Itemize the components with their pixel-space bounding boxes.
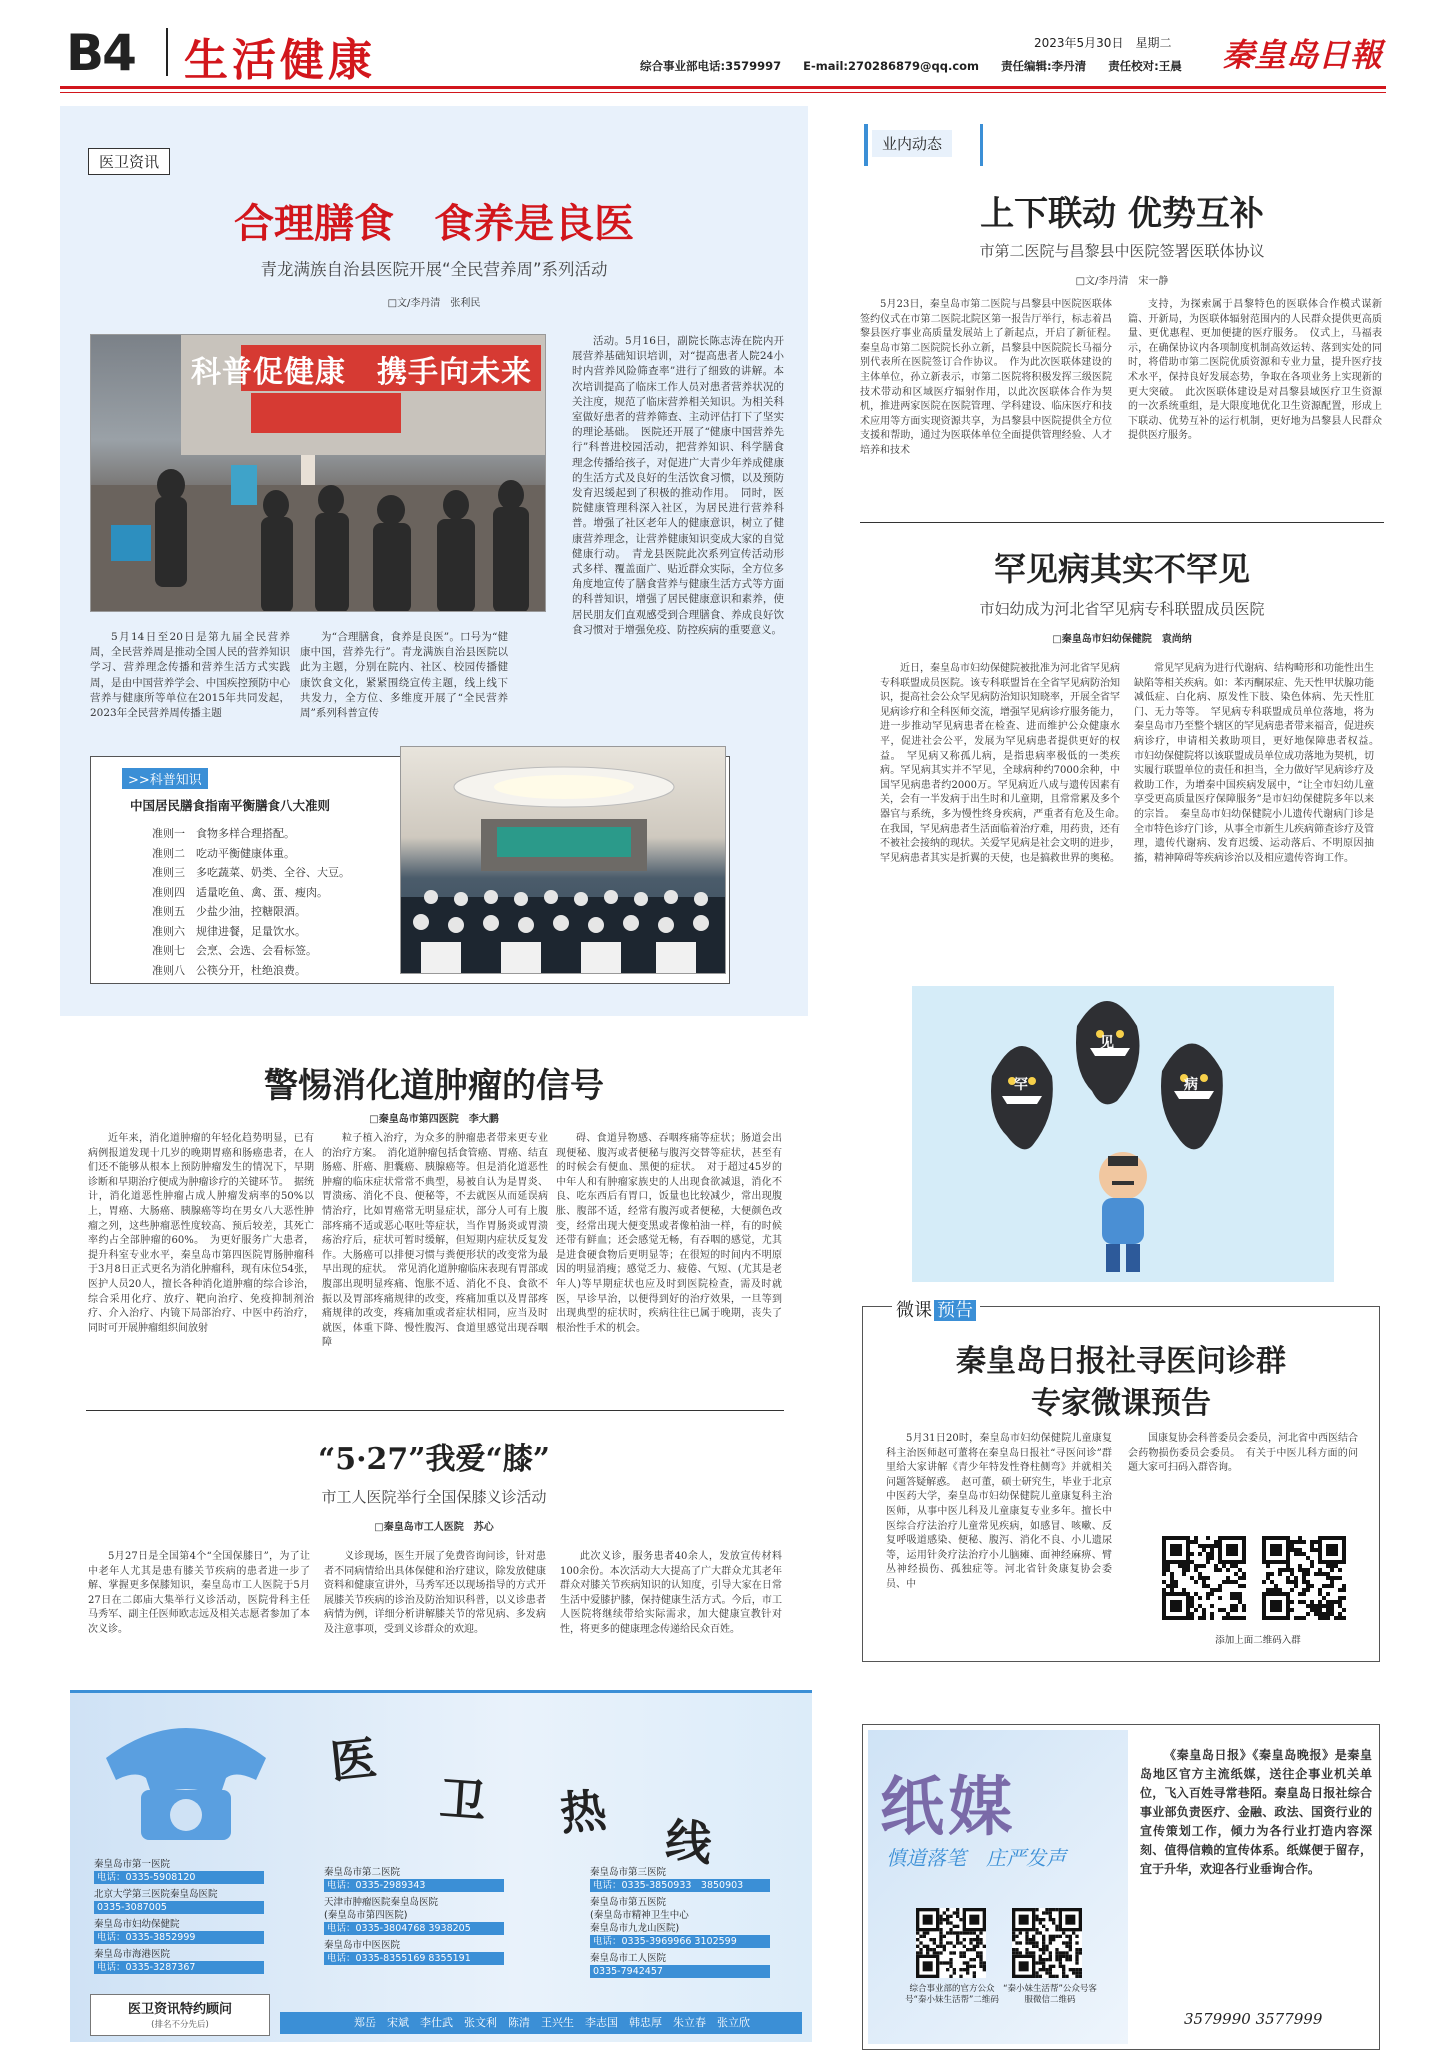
science-item: 准则八 公筷分开，杜绝浪费。 — [152, 963, 306, 977]
hotline-phone[interactable]: 电话：0335-3804768 3938205 — [324, 1922, 504, 1935]
photo-banner-text: 科普促健康 携手向未来 — [191, 355, 532, 390]
hotline-hospital-name: 秦皇岛市第一医院 — [94, 1859, 171, 1870]
page-code: B4 — [66, 24, 135, 82]
section-tag-health-news: 医卫资讯 — [88, 148, 170, 175]
science-title: 中国居民膳食指南平衡膳食八大准则 — [130, 798, 331, 813]
cartoon-label-3: 病 — [1184, 1077, 1198, 1093]
hotline-hospital-name: 秦皇岛市海港医院 — [94, 1949, 171, 1960]
micro-title-2: 专家微课预告 — [1031, 1386, 1211, 1421]
proofreader: 责任校对:王晨 — [1108, 59, 1182, 73]
article-alliance-col-right: 支持，为探索属于昌黎特色的医联体合作模式谋新篇、开新局，为医联体辐射范围内的人民群众提供更高质量、更优惠程、更加便捷的医疗服务。 仪式上，马福表示，在确保协议内各项制度机制高效运转、落到实处的同时，将借助市第二医院优质资源和专业力量，提升医疗技术水平，保持良好发展态势，争取在各项业务上实现新的更大突破。 此次医联体建设是对昌黎县域医疗卫生资源的一次系统重组，是大限度地优化卫生资源配置，形成上下联动、优势互补的运行机制，更好地为昌黎县人民群众提供医疗服务。 — [1128, 299, 1382, 442]
article-diet-title: 合理膳食 食养是良医 — [234, 200, 634, 247]
section-title: 生活健康 — [184, 35, 376, 86]
advisor-names: 郑岳 宋斌 李仕武 张文利 陈清 王兴生 李志国 韩忠厚 朱立春 张立欣 — [280, 2012, 802, 2034]
qr-caption: 添加上面二维码入群 — [1215, 1635, 1301, 1646]
rare-disease-cartoon — [912, 986, 1334, 1282]
section-tag-industry: 业内动态 — [872, 130, 952, 157]
hotline-hospital-name: 秦皇岛市第五医院 (秦皇岛市精神卫生中心 秦皇岛市九龙山医院) — [590, 1897, 689, 1934]
hotline-char-3: 热 — [557, 1783, 609, 1841]
article-rare-byline: □秦皇岛市妇幼保健院 袁尚纳 — [1052, 634, 1192, 645]
tag-accent-bar — [864, 124, 868, 166]
micro-tag — [892, 1296, 980, 1322]
article-alliance-subtitle: 市第二医院与昌黎县中医院签署医联体协议 — [979, 242, 1265, 260]
hotline-hospital-name: 北京大学第三医院秦皇岛医院 — [94, 1889, 218, 1900]
qr-pattern — [1012, 1908, 1082, 1978]
science-item: 准则六 规律进餐，足量饮水。 — [152, 924, 306, 938]
science-item: 准则四 适量吃鱼、禽、蛋、瘦肉。 — [152, 885, 328, 899]
article-rare-subtitle: 市妇幼成为河北省罕见病专科联盟成员医院 — [979, 600, 1265, 618]
header-divider — [166, 28, 168, 76]
article-tumor-byline: □秦皇岛市第四医院 李大鹏 — [369, 1114, 499, 1125]
hotline-col1 — [94, 1858, 264, 1978]
sponsor-title: 医卫资讯特约顾问 — [127, 2002, 232, 2017]
article-alliance-col-left: 5月23日，秦皇岛市第二医院与昌黎县中医院医联体签约仪式在市第二医院北院区第一报告厅举行，标志着昌黎县医疗事业高质量发展站上了新起点，开启了新征程。 秦皇岛市第二医院院长孙立新，昌黎县中医院院长马福分别代表所在医院签订合作协议。 作为此次医联体建设的主体单位，孙立新表示，市第二医院将积极发挥三级医院技术带动和区域医疗辐射作用，以此次医联体合作为契机，推进两家医院在医院管理、学科建设、临床医疗和技术应用等方面实现资源共享，为昌黎县中医院提供全方位支援和帮助，通过为医联体单位全面提供管理经验、人才培养和技术 — [860, 299, 1122, 456]
science-item: 准则二 吃动平衡健康体重。 — [152, 846, 295, 860]
cartoon-art — [912, 986, 1334, 1282]
phone: 综合事业部电话:3579997 — [640, 59, 782, 73]
hotline-char-2: 卫 — [437, 1771, 488, 1829]
hotline-phone[interactable]: 电话：0335-3969966 3102599 — [590, 1935, 770, 1948]
hotline-char-4: 线 — [662, 1812, 715, 1872]
science-item: 准则七 会烹、会选、会看标签。 — [152, 944, 317, 957]
section-divider-2 — [86, 1410, 784, 1411]
ad-qr-caption-2: “秦小妹生活帮”公众号客服微信二维码 — [1003, 1984, 1097, 2005]
hotline-phone[interactable]: 电话：0335-2989343 — [324, 1879, 504, 1892]
editor: 责任编辑:李丹清 — [1001, 59, 1087, 73]
article-alliance-byline: □文/李丹清 宋一静 — [1075, 276, 1169, 287]
qr-code-1[interactable] — [1162, 1536, 1246, 1620]
qr-pattern — [916, 1908, 986, 1978]
science-item: 准则三 多吃蔬菜、奶类、全谷、大豆。 — [152, 866, 350, 879]
email: E-mail:270286879@qq.com — [803, 59, 980, 73]
article-tumor-col1: 近年来，消化道肿瘤的年轻化趋势明显，已有病例报道发现十几岁的晚期胃癌和肠癌患者，在人们还不能够从根本上预防肿瘤发生的情况下，早期诊断和早期治疗便成为肿瘤诊疗的关键环节。 据统计，消化道恶性肿瘤占成人肿瘤发病率的50%以上，胃癌、大肠癌、胰腺癌等均在男女八大恶性肿瘤之列，这些肿瘤恶性度较高、预后较差，其死亡率约占全部肿瘤的60%。 为更好服务广大患者，提升科室专业水平，秦皇岛市第四医院胃肠肿瘤科于3月8日正式更名为消化肿瘤科，现有床位54张，医护人员20人，擅长各种消化道肿瘤的综合诊治，综合采用化疗、放疗、靶向治疗、免疫抑制剂治疗、介入治疗、内镜下局部治疗、中医中药治疗，同时可开展肿瘤组织间放射 — [88, 1133, 314, 1334]
ad-title: 纸媒 — [880, 1770, 1016, 1845]
masthead-logo: 秦皇岛日報 — [1222, 36, 1383, 74]
ad-phones: 3579990 3577999 — [1184, 2010, 1323, 2028]
science-list — [152, 824, 392, 980]
article-diet-col-mid: 为“合理膳食，食养是良医”。口号为“健康中国，营养先行”。青龙满族自治县医院以此为主题，分别在院内、社区、校园传播健康饮食文化，紧紧围绕宣传主题，线上线下共发力，全方位、多维度开展了“全民营养周”系列科普宣传 — [300, 631, 508, 720]
qr-code-2[interactable] — [1262, 1536, 1346, 1620]
hotline-phone[interactable]: 电话：0335-5908120 — [94, 1871, 264, 1884]
article-tumor-col3: 碍、食道异物感、吞咽疼痛等症状；肠道会出现便秘、腹泻或者便秘与腹泻交替等症状，甚至有的时候会有便血、黑便的症状。 对于超过45岁的中年人和有肿瘤家族史的人出现食欲减退，消化不良、吃东西后有胃口，饭量也比较减少，常出现腹胀、腹部不适，经常有腹泻或者便秘，大便颜色改变，经常出现大便变黑或者像柏油一样，有的时候还带有鲜血；还会感觉无畅，有吞咽的感觉，尤其是进食硬食物后更明显等；在很短的时间内不明原因的明显消瘦；感觉乏力、疲倦、气短、(尤其是老年人)等早期症状也应及时到医院检查，需及时就医，早诊早治，以便得到好的治疗效果，一旦等到出现典型的症状时，疾病往往已属于晚期，丧失了根治性手术的机会。 — [556, 1133, 782, 1334]
tag-accent-bar-right — [980, 124, 983, 166]
ad-slogan: 慎道落笔 庄严发声 — [886, 1846, 1066, 1870]
hotline-hospital-name: 秦皇岛市妇幼保健院 — [94, 1919, 180, 1930]
hotline-col2 — [324, 1866, 504, 1969]
hotline-phone[interactable]: 电话：0335-8355169 8355191 — [324, 1952, 504, 1965]
science-item: 准则五 少盐少油，控糖限酒。 — [152, 905, 306, 918]
activity-photo — [90, 334, 546, 612]
article-knee-title: “5·27”我爱“膝” — [317, 1442, 551, 1477]
ad-qr-2[interactable] — [1012, 1908, 1082, 1978]
article-diet-col-left: 5月14日至20日是第九届全民营养周，全民营养周是推动全国人民的营养知识学习、营养理念传播和营养生活方式实践周，是由中国营养学会、中国疾控预防中心营养与健康所等单位在2015年共同发起，2023年全民营养周传播主题 — [90, 631, 290, 720]
article-diet-subtitle: 青龙满族自治县医院开展“全民营养周”系列活动 — [260, 260, 608, 279]
article-diet-byline: □文/李丹清 张利民 — [387, 298, 481, 309]
hotline-phone[interactable]: 0335-7942457 — [590, 1965, 770, 1978]
micro-col-right: 国康复协会科普委员会委员，河北省中西医结合会药物损伤委员会委员。 有关于中医儿科方面的问题大家可扫码入群咨询。 — [1128, 1433, 1358, 1474]
hotline-phone[interactable]: 电话：0335-3850933 3850903 — [590, 1879, 770, 1892]
header-rule-thin — [60, 92, 1386, 93]
ad-qr-1[interactable] — [916, 1908, 986, 1978]
qr-pattern — [1162, 1536, 1246, 1620]
micro-tag-1: 微课 — [896, 1300, 932, 1321]
article-knee-col1: 5月27日是全国第4个“全国保膝日”，为了让中老年人尤其是患有膝关节疾病的患者进一步了解、掌握更多保膝知识，秦皇岛市工人医院于5月27日在二郎庙大集举行义诊活动，医院骨科主任马秀军、副主任医师欧志远及相关志愿者参加了本次义诊。 — [88, 1551, 310, 1635]
cartoon-label-1: 罕 — [1014, 1077, 1028, 1093]
header-info — [640, 58, 1200, 74]
hotline-hospital-name: 秦皇岛市工人医院 — [590, 1953, 667, 1964]
lecture-photo-art — [401, 747, 726, 974]
science-tag: >>科普知识 — [122, 768, 208, 789]
qr-pattern — [1262, 1536, 1346, 1620]
sponsor-subtitle: (排名不分先后) — [151, 2020, 209, 2030]
article-diet-col-right: 活动。5月16日，副院长陈志涛在院内开展营养基础知识培训，对“提高患者人院24小时内营养风险筛查率”进行了细致的讲解。本次培训提高了临床工作人员对患者营养状况的关注度，规范了临床营养相关知识。为相关科室做好患者的营养筛查、主动评估打下了坚实的理论基础。 医院还开展了“健康中国营养先行”科普进校园活动，把营养知识、科学膳食理念传播给孩子，对促进广大青少年养成健康的生活方式及良好的生活饮食习惯，以及预防发育迟缓起到了积极的推动作用。 同时，医院健康管理科深入社区，为居民进行营养科普。增强了社区老年人的健康意识，树立了健康营养理念，让营养健康知识变成大家的自觉健康行动。 青龙县医院此次系列宣传活动形式多样、覆盖面广、贴近群众实际，全方位多角度地宣传了膳食营养与健康生活方式等方面的科普知识，增强了居民健康意识和素养，使居民朋友们直观感受到合理膳食、养成良好饮食习惯对于增强免疫、防控疾病的重要意义。 — [572, 335, 784, 636]
article-knee-col3: 此次义诊，服务患者40余人，发放宣传材料100余份。本次活动大大提高了广大群众尤其老年群众对膝关节疾病知识的认知度，引导大家在日常生活中爱膝护膝，保持健康生活方式。今后，市工人医院将继续带给实际需求，加大健康宣教针对性，将更多的健康理念传递给民众百姓。 — [560, 1551, 782, 1635]
cartoon-label-2: 见 — [1100, 1035, 1114, 1051]
article-rare-title: 罕见病其实不罕见 — [993, 550, 1250, 588]
article-alliance-title: 上下联动 优势互补 — [980, 194, 1264, 234]
lecture-photo — [400, 746, 726, 974]
article-tumor-title: 警惕消化道肿瘤的信号 — [264, 1066, 604, 1106]
hotline-hospital-name: 秦皇岛市第三医院 — [590, 1867, 667, 1878]
header-rule — [60, 86, 1386, 89]
micro-title-1: 秦皇岛日报社寻医问诊群 — [956, 1344, 1286, 1379]
micro-col-left: 5月31日20时，秦皇岛市妇幼保健院儿童康复科主治医师赵可董将在秦皇岛日报社“寻医问诊”群里给大家讲解《青少年特发性脊柱侧弯》并就相关问题答疑解惑。 赵可董，硕士研究生，毕业于北京中医药大学，秦皇岛市妇幼保健院儿童康复科主治医师，从事中医儿科及儿童康复专业多年。擅长中医综合疗法治疗儿童常见疾病，如感冒、咳嗽、反复呼吸道感染、便秘、腹泻、消化不良、小儿遗尿等，运用针灸疗法治疗小儿脑瘫、面神经麻痹、臂丛神经损伤、孤独症等。河北省针灸康复协会委员、中 — [886, 1433, 1112, 1590]
ad-text: 《秦皇岛日报》《秦皇岛晚报》是秦皇岛地区官方主流纸媒，送往企事业机关单位，飞入百姓寻常巷陌。秦皇岛日报社综合事业部负责医疗、金融、政法、国资行业的宣传策划工作，倾力为各行业打造内容深刻、值得信赖的宣传体系。纸媒便于留存，宜于升华，欢迎各行业垂询合作。 — [1140, 1748, 1372, 1876]
hotline-phone[interactable]: 电话：0335-3852999 — [94, 1931, 264, 1944]
telephone-icon — [86, 1698, 286, 1848]
hotline-hospital-name: 天津市肿瘤医院秦皇岛医院 (秦皇岛市第四医院) — [324, 1897, 439, 1921]
article-rare-col-right: 常见罕见病为进行代谢病、结构畸形和功能性出生缺陷等相关疾病。如：苯丙酮尿症、先天性甲状腺功能减低症、白化病、原发性下肢、染色体病、先天性肛门、无力等等。 罕见病专科联盟成员单位落地，将为秦皇岛市乃至整个辖区的罕见病患者带来福音，促进疾病诊疗，申请相关救助项目，更好地保障患者权益。 市妇幼保健院将以该联盟成员单位成功落地为契机，切实履行联盟单位的责任和担当，全力做好罕见病诊疗及救助工作，为增秦中国疾病发展中，“让全市妇幼儿童享受更高质量医疗保障服务”是市妇幼保健院多年以来的宗旨。 秦皇岛市妇幼保健院小儿遗传代谢病门诊是全市特色诊疗门诊，从事全市新生儿疾病筛查诊疗及管理，遗传代谢病、发育迟缓、运动落后、不明原因抽搐，精神障碍等疾病诊治以及相应遗传咨询工作。 — [1134, 663, 1384, 864]
hotline-hospital-name: 秦皇岛市第二医院 — [324, 1867, 401, 1878]
article-knee-col2: 义诊现场，医生开展了免费咨询问诊，针对患者不同病情给出具体保健和治疗建议，除发放健康资料和健康宣讲外，马秀军还以现场指导的方式开展膝关节疾病的诊治及防治知识科普，以义诊患者病情为例，详细分析讲解膝关节的常见病、多发病及注意事项，受到义诊群众的欢迎。 — [324, 1551, 546, 1635]
article-rare-col-left: 近日，秦皇岛市妇幼保健院被批准为河北省罕见病专科联盟成员医院。该专科联盟旨在全省罕见病防治知识，提高社会公众罕见病防治知识知晓率，开展全省罕见病诊疗和全科医师交流，增强罕见病诊疗服务能力，进一步推动罕见病患者在检查、进而维护公众健康水平，促进社会公平，发展为罕见病患者提供更好的权益。 罕见病又称孤儿病，是指患病率极低的一类疾病。罕见病其实并不罕见，全球病种约7000余种，中国罕见病患者约2000万。罕见病近八成与遗传因素有关，会有一半发病于出生时和儿童期，且常常累及多个器官与系统，多为慢性终身疾病，严重者有危及生命。 在我国，罕见病患者生活面临着治疗难，用药贵，还有不被社会接纳的现状。关爱罕见病是社会文明的进步，罕见病患者其实是折翼的天使，也是搞救世界的奥秘。 — [880, 663, 1130, 864]
section-divider — [860, 522, 1384, 523]
article-knee-byline: □秦皇岛市工人医院 苏心 — [374, 1522, 494, 1533]
article-knee-subtitle: 市工人医院举行全国保膝义诊活动 — [321, 1488, 547, 1506]
hotline-phone[interactable]: 0335-3087005 — [94, 1901, 264, 1914]
hotline-phone[interactable]: 电话：0335-3287367 — [94, 1961, 264, 1974]
science-item: 准则一 食物多样合理搭配。 — [152, 827, 295, 840]
hotline-char-1: 医 — [327, 1730, 380, 1790]
micro-tag-2: 预告 — [934, 1300, 976, 1321]
hotline-col3 — [590, 1866, 770, 1982]
issue-date: 2023年5月30日 星期二 — [1034, 36, 1172, 50]
hotline-hospital-name: 秦皇岛市中医医院 — [324, 1940, 401, 1951]
ad-qr-caption-1: 综合事业部的官方公众号“秦小妹生活帮”二维码 — [905, 1984, 999, 2005]
article-tumor-col2: 粒子植入治疗，为众多的肿瘤患者带来更专业的治疗方案。 消化道肿瘤包括食管癌、胃癌、结直肠癌、肝癌、胆囊癌、胰腺癌等。但是消化道恶性肿瘤的临床症状常常不典型，易被自认为是胃炎、胃溃疡、消化不良、便秘等，不去就医从而延误病情治疗，比如胃癌常无明显症状，部分人可有上腹部疼痛不适或恶心呕吐等症状，当作胃肠炎或胃溃疡治疗后，症状可暂时缓解，但短期内症状反复发作。大肠癌可以排便习惯与粪便形状的改变常为最早出现的症状。 常见消化道肿瘤临床表现有胃部或腹部出现明显疼痛、饱胀不适、消化不良、食欲不振以及胃部疼痛规律的改变，疼痛加重以及胃部疼痛规律的改变，疼痛加重或者症状相同，应当及时就医，体重下降、慢性腹泻、食道里感觉出现吞咽障 — [322, 1133, 548, 1349]
